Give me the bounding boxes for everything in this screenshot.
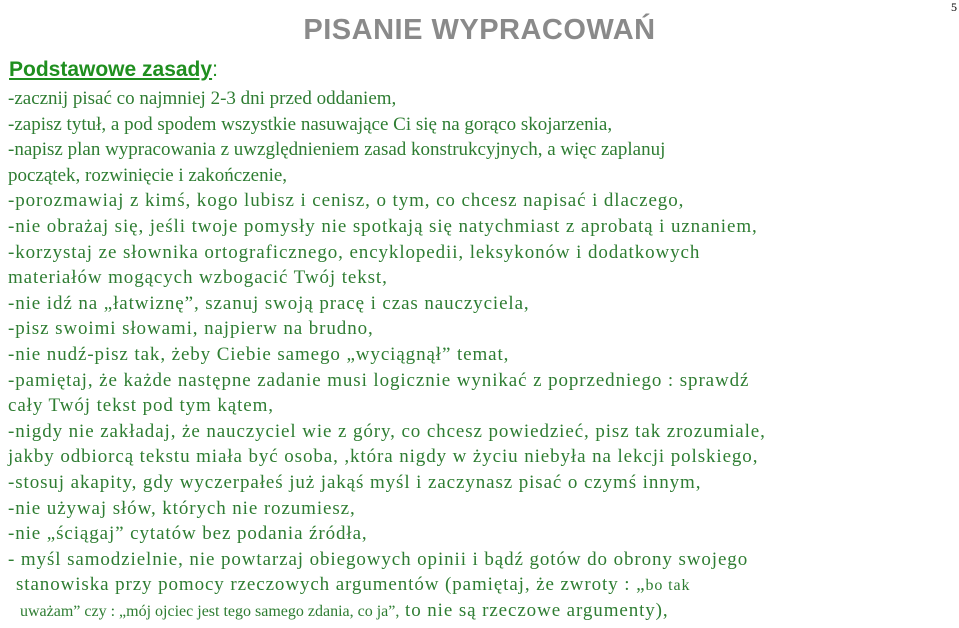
rule-line-20-small: bo tak [645,577,691,595]
section-heading-colon: : [212,58,218,81]
rules-list [8,86,958,623]
rule-line-15: jakby odbiorcą tekstu miała być osoba, ,która nigdy w życiu niebyła na lekcji polskiego, [8,446,759,468]
rule-line-11: -nie nudź-pisz tak, żeby Ciebie samego „wyciągnął” temat, [8,343,510,365]
page-number: 5 [951,0,957,14]
rule-line-1: -zacznij pisać co najmniej 2-3 dni przed oddaniem, [8,88,397,109]
rule-line-2: -zapisz tytuł, a pod spodem wszystkie nasuwające Ci się na gorąco skojarzenia, [8,113,613,135]
rule-line-12: -pamiętaj, że każde następne zadanie musi logicznie wynikać z poprzedniego : sprawdź [8,369,750,391]
rule-line-10: -pisz swoimi słowami, najpierw na brudno, [8,318,374,340]
rule-line-17: -nie używaj słów, których nie rozumiesz, [8,497,356,519]
rule-line-5: -porozmawiaj z kimś, kogo lubisz i cenisz, o tym, co chcesz napisać i dlaczego, [8,190,685,212]
rule-line-3: -napisz plan wypracowania z uwzględnieniem zasad konstrukcyjnych, a więc zaplanuj [8,139,666,161]
rule-line-16: -stosuj akapity, gdy wyczerpałeś już jakąś myśl i zaczynasz pisać o czymś innym, [8,471,702,493]
rule-line-7: -korzystaj ze słownika ortograficznego, encyklopedii, leksykonów i dodatkowych [8,241,701,263]
rule-line-19: - myśl samodzielnie, nie powtarzaj obiegowych opinii i bądź gotów do obrony swojego [8,548,749,570]
rule-line-4: początek, rozwinięcie i zakończenie, [8,164,288,186]
rule-line-20 [8,572,958,598]
rule-line-9: -nie idź na „łatwiznę”, szanuj swoją pracę i czas nauczyciela, [8,292,530,314]
section-heading-text: Podstawowe zasady [9,58,213,81]
rule-line-14: -nigdy nie zakładaj, że nauczyciel wie z góry, co chcesz powiedzieć, pisz tak zrozumiale, [8,420,766,442]
page-title: PISANIE WYPRACOWAŃ [303,14,656,46]
rule-line-21-small: uważam” czy : „mój ojciec jest tego samego zdania, co ja”, [20,602,400,620]
rule-line-21-main: to nie są rzeczowe argumenty), [399,599,669,621]
rule-line-6: -nie obrażaj się, jeśli twoje pomysły nie spotkają się natychmiast z aprobatą i uznaniem, [8,215,758,237]
rule-line-8: materiałów mogących wzbogacić Twój tekst, [8,267,388,289]
rule-line-13: cały Twój tekst pod tym kątem, [8,395,274,417]
rule-line-21 [8,598,958,624]
rule-line-20-main: stanowiska przy pomocy rzeczowych argumentów (pamiętaj, że zwroty : „ [16,574,646,596]
rule-line-18: -nie „ściągaj” cytatów bez podania źródła, [8,523,368,545]
section-heading [9,58,218,82]
